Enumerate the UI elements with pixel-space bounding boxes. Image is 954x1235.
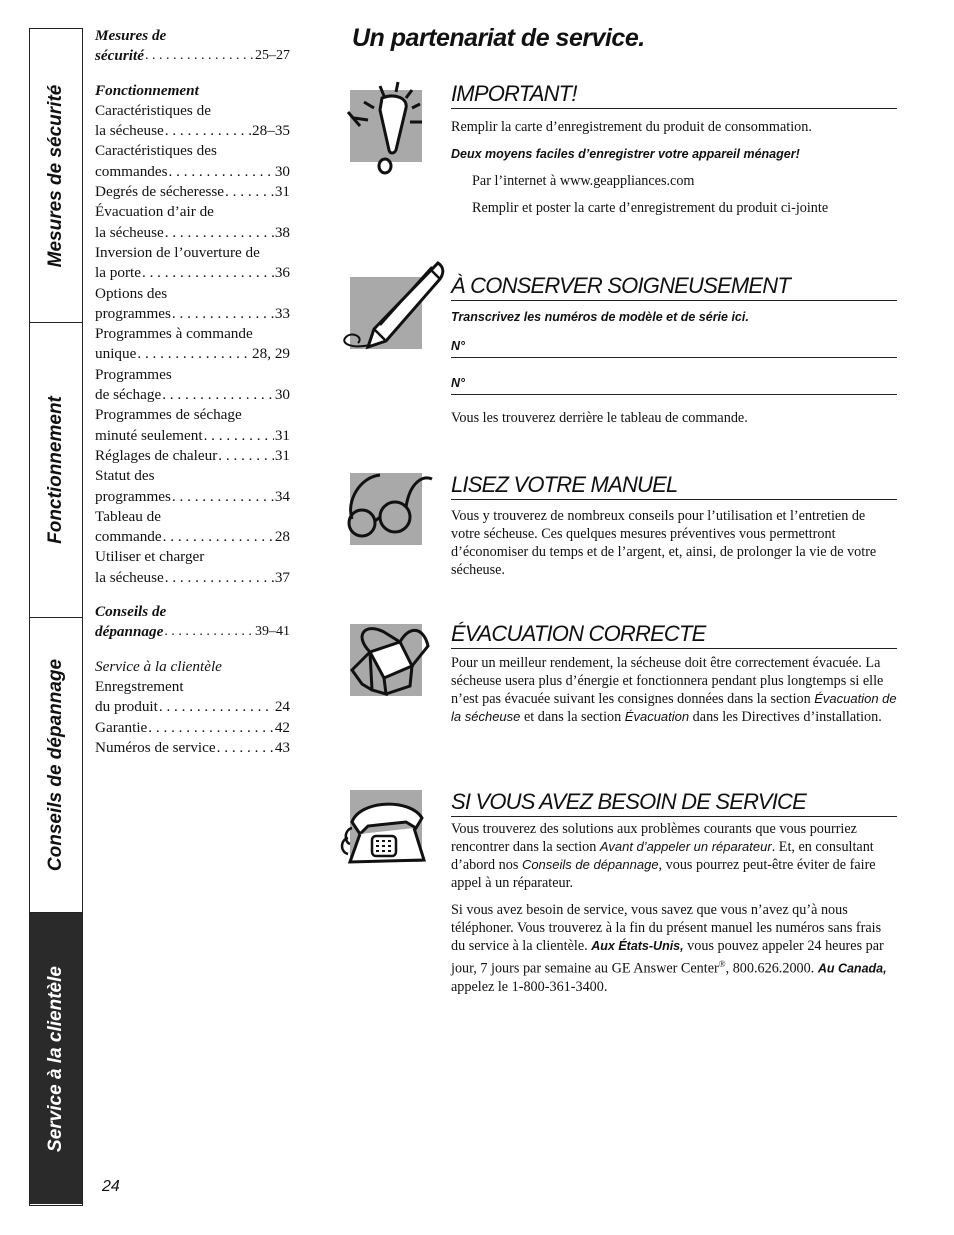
toc-entry-link[interactable] [95, 182, 290, 202]
toc-entry-link[interactable] [95, 426, 290, 446]
keep-subhead: Transcrivez les numéros de modèle et de série ici. [451, 310, 749, 324]
toc-leader-dots [164, 622, 254, 642]
toc-page-ref: 28, 29 [252, 345, 290, 363]
tab-safety[interactable] [30, 29, 82, 323]
toc-page-ref: 28–35 [252, 122, 290, 140]
toc-page-ref: 24 [274, 698, 290, 716]
toc-troubleshooting-link[interactable] [95, 622, 290, 642]
model-number-field[interactable] [451, 335, 897, 358]
pencil-icon [350, 277, 422, 349]
toc-entry-label: de séchage [95, 386, 162, 404]
service-p1-a: Vous trouverez des solutions aux problèmes courants que vous pourriez rencontrer dans la section [451, 821, 857, 855]
toc-entry-line: Statut des [95, 467, 155, 485]
service-heading: SI VOUS AVEZ BESOIN DE SERVICE [451, 788, 897, 817]
toc-entry-line: Programmes [95, 365, 172, 383]
toc-leader-dots [163, 527, 274, 547]
toc-page-ref: 42 [274, 718, 290, 736]
important-content [451, 118, 897, 226]
exhaust-text [451, 654, 897, 726]
tab-troubleshooting[interactable] [30, 618, 82, 913]
toc-leader-dots [169, 162, 274, 182]
toc-entry-link[interactable] [95, 718, 290, 738]
register-mail: Remplir et poster la carte d’enregistrement du produit ci-jointe [472, 200, 829, 216]
page-title: Un partenariat de service. [352, 24, 645, 52]
toc-section-troubleshooting [95, 602, 290, 643]
toc-entry-link[interactable] [95, 304, 290, 324]
register-online: Par l’internet à www.geappliances.com [472, 173, 695, 189]
service-p2-b: vous pouvez appeler 24 heures par jour, 7 jours par semaine au GE Answer Center [451, 938, 884, 977]
toc-entry-label: minuté seulement [95, 426, 203, 444]
toc-entry-label: commandes [95, 162, 168, 180]
toc-page-ref: 39–41 [255, 624, 290, 640]
page-number: 24 [102, 1178, 120, 1195]
manual-heading: LISEZ VOTRE MANUEL [451, 471, 897, 500]
registered-mark: ® [718, 959, 726, 969]
tab-troubleshooting-label: Conseils de dépannage [45, 658, 66, 872]
keep-content [451, 308, 897, 436]
exhaust-ref-1: Évacuation de la sécheuse [451, 691, 897, 724]
toc-page-ref: 30 [274, 162, 290, 180]
toc-entry-link[interactable] [95, 385, 290, 405]
exhaust-text-b: et dans la section [520, 709, 625, 725]
toc-customer-title: Service à la clientèle [95, 657, 222, 675]
toc-page-ref: 28 [274, 528, 290, 546]
important-text: Remplir la carte d’enregistrement du produit de consommation. [451, 119, 812, 135]
toc-leader-dots [142, 263, 274, 283]
toc-entry-label: commande [95, 528, 162, 546]
tab-customer-service-label: Service à la clientèle [45, 965, 66, 1152]
toc-page-ref: 43 [274, 738, 290, 756]
toc-entry-link[interactable] [95, 344, 290, 364]
toc-leader-dots [165, 121, 251, 141]
toc-page-ref: 34 [274, 487, 290, 505]
model-number-label: N° [451, 339, 466, 353]
toc-page-ref: 25–27 [255, 48, 290, 64]
toc-leader-dots [204, 426, 274, 446]
toc-leader-dots [172, 487, 274, 507]
toc-entry-link[interactable] [95, 568, 290, 588]
toc-entry-label: la porte [95, 264, 141, 282]
toc-entry-label: la sécheuse [95, 223, 164, 241]
toc-leader-dots [218, 446, 274, 466]
exclamation-icon [350, 90, 422, 162]
toc-page-ref: 31 [274, 183, 290, 201]
glasses-icon [350, 473, 422, 545]
toc-entry-label: unique [95, 345, 137, 363]
tab-customer-service[interactable] [30, 913, 82, 1204]
service-p1-b: . Et, en consultant d’abord nos [451, 839, 874, 873]
important-heading: IMPORTANT! [451, 80, 897, 109]
toc-page-ref: 37 [274, 568, 290, 586]
toc-safety-title: Mesures de [95, 27, 167, 44]
exhaust-text-a: Pour un meilleur rendement, la sécheuse doit être correctement évacuée. La sécheuse usera plus d’énergie et fonctionnera pendant plus longtemps si elle n’est pas évacuée suivant les consignes données dans la section [451, 655, 884, 707]
toc-troubleshooting-title: Conseils de [95, 603, 167, 621]
exhaust-content [451, 654, 897, 735]
service-canada: Au Canada, [817, 961, 887, 976]
toc-entry-label: Réglages de chaleur [95, 446, 218, 464]
toc-entry-line: Caractéristiques de [95, 101, 211, 119]
toc-leader-dots [217, 738, 274, 758]
toc-entry-line: Utiliser et charger [95, 548, 205, 566]
toc-leader-dots [165, 223, 274, 243]
toc-entry-link[interactable] [95, 527, 290, 547]
exhaust-ref-2: Évacuation [624, 709, 690, 724]
keep-heading: À CONSERVER SOIGNEUSEMENT [451, 272, 897, 301]
toc-leader-dots [172, 304, 274, 324]
service-p2-c: , 800.626.2000. [725, 960, 818, 977]
toc-entry-label: la sécheuse [95, 568, 164, 586]
toc-safety-link[interactable] [95, 46, 290, 66]
keep-note: Vous les trouverez derrière le tableau de commande. [451, 410, 748, 426]
toc-entry-link[interactable] [95, 738, 290, 758]
service-p1-c: , vous pourrez peut-être éviter de faire appel à un réparateur. [451, 857, 876, 891]
toc-entry-link[interactable] [95, 263, 290, 283]
tab-operation-label: Fonctionnement [45, 396, 66, 544]
tab-operation[interactable] [30, 323, 82, 618]
toc-section-customer [95, 657, 290, 758]
toc-entry-link[interactable] [95, 162, 290, 182]
toc-entry-line: Évacuation d’air de [95, 203, 214, 221]
toc-safety-title-cont: sécurité [95, 47, 144, 65]
toc-leader-dots [145, 46, 254, 66]
serial-number-field[interactable] [451, 372, 897, 395]
toc-troubleshooting-title-cont: dépannage [95, 623, 164, 641]
toc-leader-dots [137, 344, 251, 364]
toc-entry-line: Inversion de l’ouverture de [95, 243, 260, 261]
toc-page-ref: 38 [274, 223, 290, 241]
toc-page-ref: 31 [274, 426, 290, 444]
toc-entry-line: Caractéristiques des [95, 142, 217, 160]
service-usa: Aux États-Unis, [591, 939, 684, 953]
toc-operation-title: Fonctionnement [95, 81, 199, 99]
side-tabs [29, 28, 83, 1206]
toc-entry-link[interactable] [95, 446, 290, 466]
toc-section-operation [95, 81, 290, 588]
toc-entry-line: Options des [95, 284, 168, 302]
service-content [451, 820, 897, 1005]
toc-entry-label: du produit [95, 698, 158, 716]
toc-entry-label: Garantie [95, 718, 148, 736]
toc-entry-link[interactable] [95, 121, 290, 141]
toc-entry-link[interactable] [95, 487, 290, 507]
toc-page-ref: 36 [274, 264, 290, 282]
tab-safety-label: Mesures de sécurité [45, 84, 66, 267]
service-p2-d: appelez le 1-800-361-3400. [451, 978, 608, 995]
table-of-contents [95, 26, 290, 772]
service-ref-troubleshooting: Conseils de dépannage [521, 857, 659, 872]
box-icon [350, 624, 422, 696]
toc-leader-dots [165, 568, 274, 588]
exhaust-heading: ÉVACUATION CORRECTE [451, 620, 897, 649]
toc-section-safety [95, 26, 290, 67]
service-text-1 [451, 820, 897, 892]
toc-entry-line: Enregstrement [95, 677, 184, 695]
service-p2-a: Si vous avez besoin de service, vous savez que vous n’avez qu’à nous téléphoner. Vous trouverez à la fin du présent manuel les numéros sans frais du service à la clientèle. [451, 902, 882, 954]
toc-entry-label: programmes [95, 487, 171, 505]
toc-page-ref: 30 [274, 386, 290, 404]
toc-leader-dots [162, 385, 274, 405]
toc-entry-line: Tableau de [95, 507, 161, 525]
exhaust-text-c: dans les Directives d’installation. [689, 709, 882, 725]
toc-entry-line: Programmes de séchage [95, 406, 242, 424]
toc-entry-label: Numéros de service [95, 738, 216, 756]
service-ref-before-calling: Avant d’appeler un réparateur [599, 839, 772, 854]
toc-entry-label: la sécheuse [95, 122, 164, 140]
toc-page-ref: 33 [274, 304, 290, 322]
toc-page-ref: 31 [274, 446, 290, 464]
telephone-icon [350, 790, 422, 862]
service-text-2 [451, 901, 897, 996]
toc-entry-line: Programmes à commande [95, 325, 253, 343]
manual-text: Vous y trouverez de nombreux conseils pour l’utilisation et l’entretien de votre sécheuse. Ces quelques mesures préventives vous permettront d’économiser du temps et de l’argent, et, ainsi, de prolonger la vie de votre sécheuse. [451, 508, 877, 578]
toc-entry-link[interactable] [95, 223, 290, 243]
manual-content [451, 507, 897, 588]
serial-number-label: N° [451, 376, 466, 390]
toc-leader-dots [159, 697, 274, 717]
toc-leader-dots [148, 718, 274, 738]
toc-entry-label: programmes [95, 304, 171, 322]
toc-leader-dots [225, 182, 274, 202]
toc-entry-label: Degrés de sécheresse [95, 183, 225, 201]
toc-entry-link[interactable] [95, 697, 290, 717]
important-subhead: Deux moyens faciles d’enregistrer votre appareil ménager! [451, 147, 800, 161]
